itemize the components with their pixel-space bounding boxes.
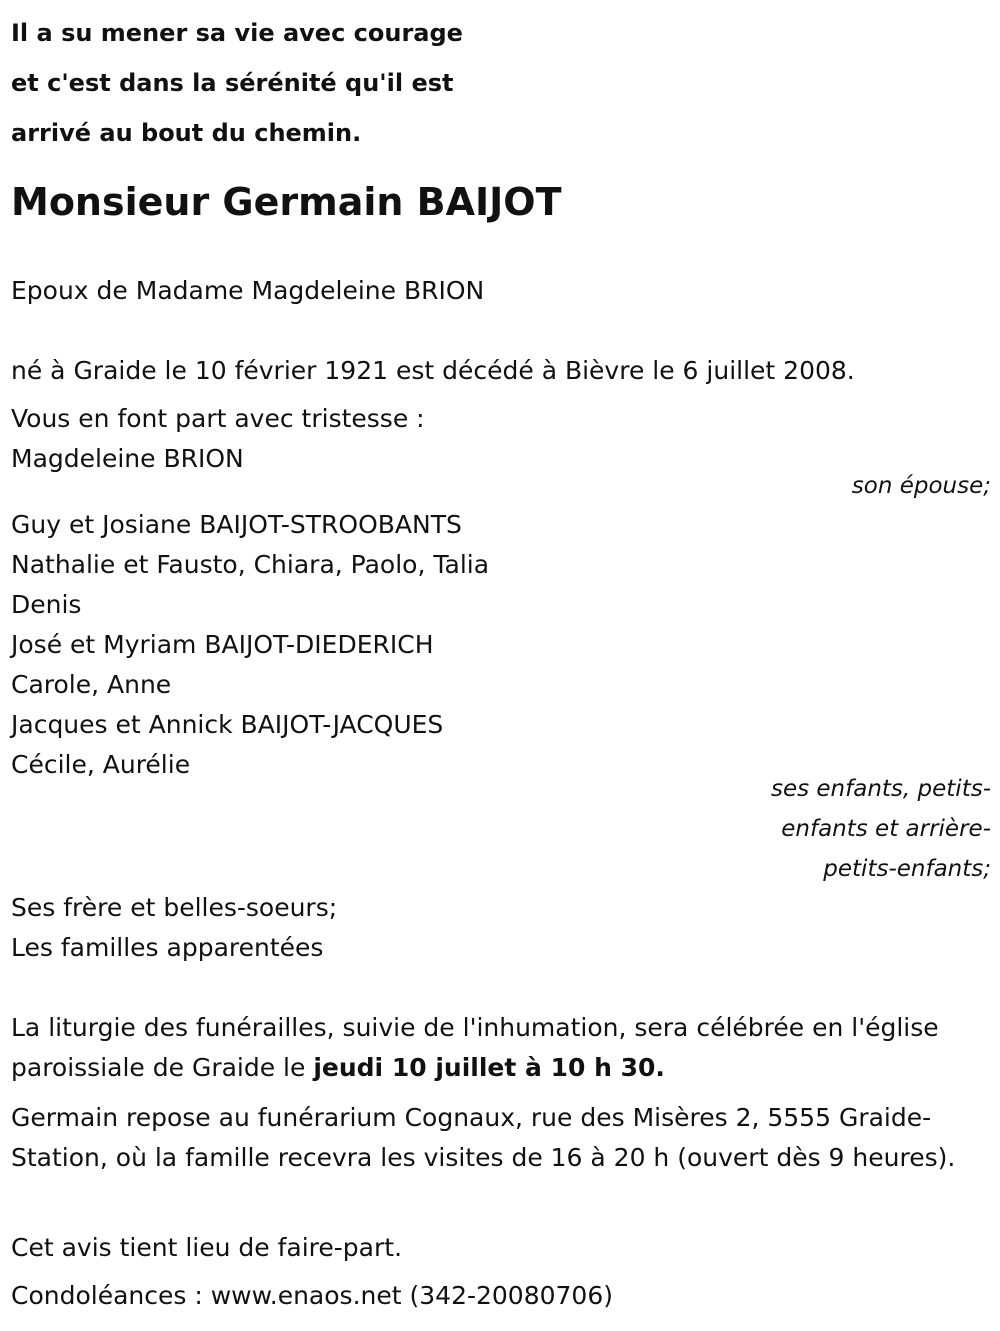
repose-paragraph: Germain repose au funérarium Cognaux, rue des Misères 2, 5555 Graide-Station, où la famille recevra les visites de 16 à 20 h (ouvert dès 9 heures). — [11, 1103, 956, 1172]
spouse-line: Epoux de Madame Magdeleine BRION — [11, 276, 485, 305]
funeral-date: jeudi 10 juillet à 10 h 30. — [313, 1053, 665, 1082]
list-item: Jacques et Annick BAIJOT-JACQUES — [11, 710, 444, 739]
relatives-list — [11, 888, 337, 968]
list-item: Les familles apparentées — [11, 933, 324, 962]
birth-death-line: né à Graide le 10 février 1921 est décédé à Bièvre le 6 juillet 2008. — [11, 356, 855, 385]
funeral-text: La liturgie des funérailles, suivie de l'inhumation, sera célébrée en l'église paroissiale de Graide le — [11, 1013, 939, 1082]
list-item: Denis — [11, 590, 82, 619]
list-item: Ses frère et belles-soeurs; — [11, 893, 338, 922]
list-item: Nathalie et Fausto, Chiara, Paolo, Talia — [11, 550, 490, 579]
condolences-paragraph: Condoléances : www.enaos.net (342-20080706) — [11, 1281, 613, 1310]
spouse-name: Magdeleine BRION — [11, 444, 244, 473]
list-item: Cécile, Aurélie — [11, 750, 191, 779]
list-item: Guy et Josiane BAIJOT-STROOBANTS — [11, 510, 462, 539]
children-role-line: enfants et arrière- — [781, 816, 991, 842]
verse-line-2: et c'est dans la sérénité qu'il est — [11, 69, 454, 97]
notice-paragraph: Cet avis tient lieu de faire-part. — [11, 1233, 403, 1262]
children-role-line: petits-enfants; — [823, 856, 991, 882]
children-role-line: ses enfants, petits- — [770, 776, 991, 802]
deceased-name: Monsieur Germain BAIJOT — [11, 180, 562, 224]
announce-intro: Vous en font part avec tristesse : — [11, 404, 425, 433]
memorial-verse — [11, 8, 463, 158]
verse-line-1: Il a su mener sa vie avec courage — [11, 19, 463, 47]
spouse-role: son épouse; — [851, 473, 991, 499]
verse-line-3: arrivé au bout du chemin. — [11, 119, 362, 147]
children-list — [11, 505, 489, 785]
list-item: José et Myriam BAIJOT-DIEDERICH — [11, 630, 434, 659]
list-item: Carole, Anne — [11, 670, 172, 699]
children-role — [771, 769, 991, 889]
funeral-paragraph — [11, 1008, 991, 1088]
